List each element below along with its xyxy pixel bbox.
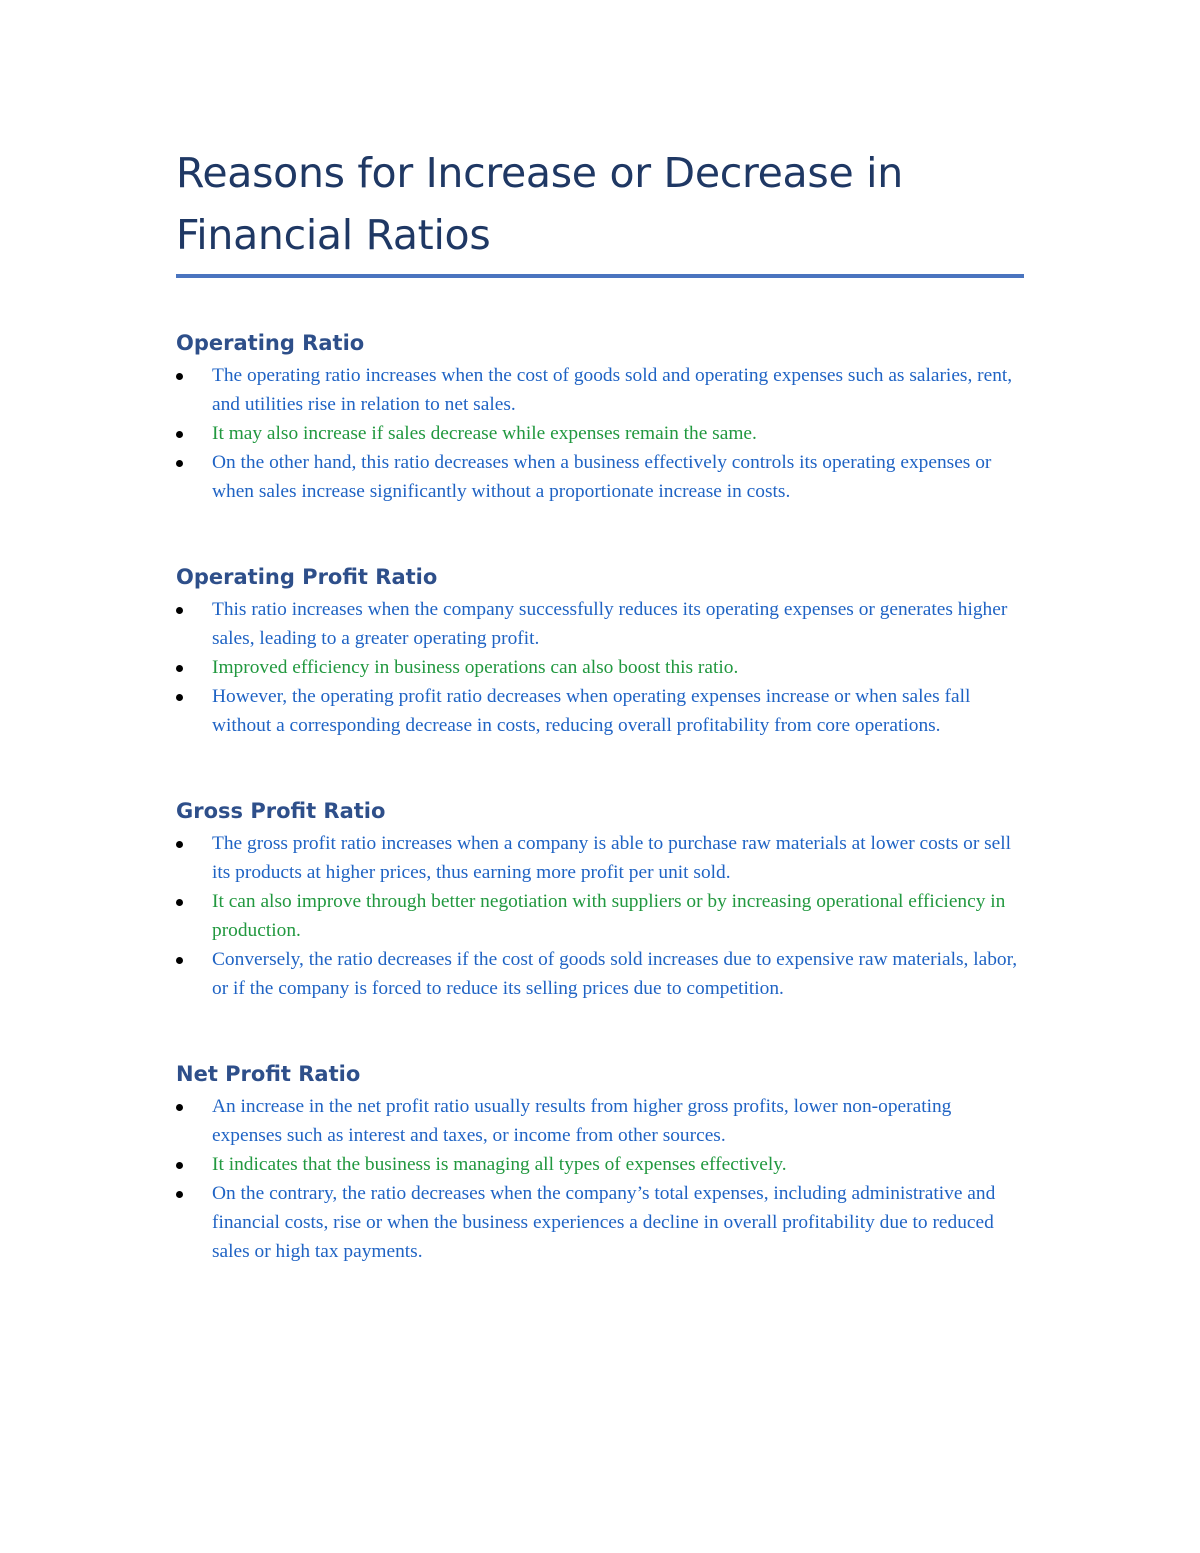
bullet-icon [176,899,183,906]
section-operating-ratio [176,328,1026,506]
list-item [176,1150,1026,1179]
list-item [176,887,1026,945]
list-item [176,945,1026,1003]
bullet-icon [176,957,183,964]
list-item-text: The operating ratio increases when the cost of goods sold and operating expenses such as salaries, rent, and utilities rise in relation to net sales. [212,365,1013,415]
list-item-text: Improved efficiency in business operations can also boost this ratio. [212,657,739,678]
bullet-icon [176,694,183,701]
list-item [176,1092,1026,1150]
section-heading: Operating Profit Ratio [176,565,438,589]
section-heading: Operating Ratio [176,331,365,355]
bullet-icon [176,1191,183,1198]
list-item-text: It indicates that the business is managing all types of expenses effectively. [212,1154,787,1175]
bullet-icon [176,1104,183,1111]
list-item-text: Conversely, the ratio decreases if the cost of goods sold increases due to expensive raw materials, labor, or if the company is forced to reduce its selling prices due to competition. [212,949,1018,999]
list-item [176,829,1026,887]
list-item-text: An increase in the net profit ratio usually results from higher gross profits, lower non-operating expenses such as interest and taxes, or income from other sources. [212,1096,952,1146]
list-item [176,419,1026,448]
document-body [176,142,1026,1266]
title-underline [176,274,1024,278]
bullet-icon [176,373,183,380]
list-item [176,448,1026,506]
list-item [176,361,1026,419]
bullet-list [176,595,1026,740]
bullet-icon [176,841,183,848]
bullet-list [176,1092,1026,1266]
list-item [176,682,1026,740]
list-item-text: This ratio increases when the company successfully reduces its operating expenses or generates higher sales, leading to a greater operating profit. [212,599,1008,649]
bullet-list [176,361,1026,506]
bullet-list [176,829,1026,1003]
list-item-text: It may also increase if sales decrease while expenses remain the same. [212,423,757,444]
list-item [176,595,1026,653]
bullet-icon [176,665,183,672]
bullet-icon [176,1162,183,1169]
bullet-icon [176,607,183,614]
list-item [176,1179,1026,1266]
document-title: Reasons for Increase or Decrease in Financial Ratios [176,149,903,259]
list-item [176,653,1026,682]
section-gross-profit-ratio [176,796,1026,1003]
bullet-icon [176,460,183,467]
bullet-icon [176,431,183,438]
section-net-profit-ratio [176,1059,1026,1266]
list-item-text: On the contrary, the ratio decreases when the company’s total expenses, including administrative and financial costs, rise or when the business experiences a decline in overall profitability due to reduced sales or high tax payments. [212,1183,996,1262]
section-heading: Gross Profit Ratio [176,799,386,823]
section-heading: Net Profit Ratio [176,1062,361,1086]
section-operating-profit-ratio [176,562,1026,740]
list-item-text: On the other hand, this ratio decreases when a business effectively controls its operating expenses or when sales increase significantly without a proportionate increase in costs. [212,452,992,502]
list-item-text: The gross profit ratio increases when a company is able to purchase raw materials at lower costs or sell its products at higher prices, thus earning more profit per unit sold. [212,833,1012,883]
list-item-text: It can also improve through better negotiation with suppliers or by increasing operational efficiency in production. [212,891,1006,941]
list-item-text: However, the operating profit ratio decreases when operating expenses increase or when sales fall without a corresponding decrease in costs, reducing overall profitability from core operations. [212,686,971,736]
